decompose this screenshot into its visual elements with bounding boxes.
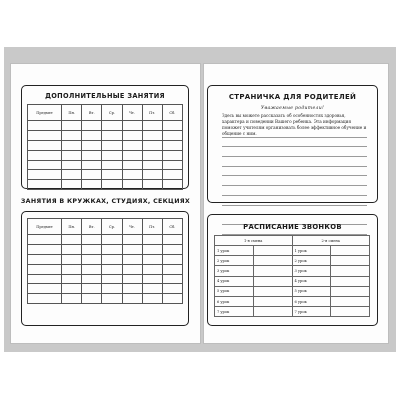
clubs-cell: [82, 294, 102, 304]
extra-classes-cell: [62, 160, 82, 170]
clubs-column-header: Ср.: [102, 219, 122, 235]
bell-schedule-table: [214, 235, 370, 317]
clubs-cell: [162, 235, 182, 245]
clubs-cell: [162, 294, 182, 304]
extra-classes-cell: [142, 180, 162, 190]
bell-row: [215, 256, 370, 266]
extra-classes-row: [28, 160, 183, 170]
lesson-label: 1 урок: [215, 246, 254, 256]
clubs-cell: [102, 294, 122, 304]
clubs-cell: [28, 274, 62, 284]
clubs-cell: [162, 254, 182, 264]
extra-classes-header-row: [28, 105, 183, 121]
extra-classes-row: [28, 170, 183, 180]
lesson-time-cell: [331, 296, 370, 306]
clubs-row: [28, 235, 183, 245]
lesson-time-cell: [331, 256, 370, 266]
clubs-row: [28, 244, 183, 254]
clubs-row: [28, 294, 183, 304]
clubs-cell: [162, 264, 182, 274]
clubs-cell: [28, 284, 62, 294]
clubs-cell: [102, 274, 122, 284]
clubs-cell: [142, 274, 162, 284]
extra-classes-column-header: Предмет: [28, 105, 62, 121]
extra-classes-frame: [21, 85, 189, 189]
clubs-cell: [122, 254, 142, 264]
clubs-cell: [162, 284, 182, 294]
clubs-cell: [122, 244, 142, 254]
writing-line: [222, 147, 367, 157]
writing-line: [222, 196, 367, 206]
writing-line: [222, 128, 367, 138]
clubs-frame: [21, 211, 189, 326]
extra-classes-cell: [82, 180, 102, 190]
extra-classes-cell: [28, 170, 62, 180]
extra-classes-cell: [82, 150, 102, 160]
clubs-cell: [82, 264, 102, 274]
clubs-cell: [122, 274, 142, 284]
clubs-cell: [142, 264, 162, 274]
shift-header: 1-я смена: [215, 236, 293, 246]
clubs-cell: [82, 254, 102, 264]
bells-frame: [207, 214, 378, 326]
extra-classes-cell: [102, 160, 122, 170]
writing-line: [222, 167, 367, 177]
parents-text: Здесь вы можете рассказать об особенностях здоровья, характера и поведении Вашего ребенка. Эта информация поможет учителям организовать более эффективное обучение и общение с ним.: [222, 113, 367, 136]
extra-classes-row: [28, 150, 183, 160]
lesson-label: 3 урок: [292, 266, 331, 276]
extra-classes-cell: [162, 180, 182, 190]
clubs-column-header: Сб.: [162, 219, 182, 235]
extra-classes-cell: [162, 150, 182, 160]
clubs-cell: [162, 274, 182, 284]
extra-classes-row: [28, 130, 183, 140]
clubs-column-header: Пт.: [142, 219, 162, 235]
writing-line: [222, 186, 367, 196]
clubs-cell: [82, 235, 102, 245]
clubs-cell: [62, 235, 82, 245]
clubs-cell: [28, 244, 62, 254]
clubs-cell: [62, 254, 82, 264]
extra-classes-cell: [142, 170, 162, 180]
right-page: [203, 63, 389, 344]
extra-classes-column-header: Пн.: [62, 105, 82, 121]
writing-line: [222, 138, 367, 148]
clubs-column-header: Предмет: [28, 219, 62, 235]
clubs-cell: [142, 244, 162, 254]
extra-classes-cell: [142, 121, 162, 131]
lesson-label: 2 урок: [292, 256, 331, 266]
clubs-cell: [82, 274, 102, 284]
clubs-cell: [122, 264, 142, 274]
extra-classes-cell: [62, 170, 82, 180]
clubs-title: ЗАНЯТИЯ В КРУЖКАХ, СТУДИЯХ, СЕКЦИЯХ: [20, 198, 191, 205]
clubs-cell: [28, 264, 62, 274]
clubs-cell: [28, 294, 62, 304]
clubs-row: [28, 264, 183, 274]
extra-classes-cell: [162, 140, 182, 150]
lesson-time-cell: [331, 266, 370, 276]
clubs-table: [27, 218, 183, 304]
extra-classes-cell: [162, 121, 182, 131]
lesson-time-cell: [331, 246, 370, 256]
clubs-column-header: Чт.: [122, 219, 142, 235]
extra-classes-cell: [122, 170, 142, 180]
bell-row: [215, 296, 370, 306]
clubs-cell: [62, 284, 82, 294]
extra-classes-cell: [82, 130, 102, 140]
extra-classes-cell: [82, 160, 102, 170]
clubs-cell: [122, 294, 142, 304]
bell-row: [215, 307, 370, 317]
lesson-time-cell: [253, 286, 292, 296]
extra-classes-cell: [162, 160, 182, 170]
parents-frame: [207, 85, 378, 203]
extra-classes-row: [28, 121, 183, 131]
extra-classes-cell: [28, 150, 62, 160]
extra-classes-cell: [122, 150, 142, 160]
lesson-label: 6 урок: [215, 296, 254, 306]
clubs-cell: [102, 284, 122, 294]
extra-classes-cell: [62, 130, 82, 140]
extra-classes-cell: [142, 160, 162, 170]
extra-classes-cell: [28, 130, 62, 140]
bells-header-row: [215, 236, 370, 246]
bell-row: [215, 246, 370, 256]
extra-classes-cell: [122, 180, 142, 190]
lesson-label: 5 урок: [292, 286, 331, 296]
clubs-cell: [142, 294, 162, 304]
extra-classes-cell: [62, 180, 82, 190]
extra-classes-cell: [82, 140, 102, 150]
clubs-row: [28, 274, 183, 284]
bell-row: [215, 266, 370, 276]
clubs-cell: [28, 235, 62, 245]
extra-classes-cell: [82, 170, 102, 180]
lesson-time-cell: [253, 266, 292, 276]
lesson-label: 2 урок: [215, 256, 254, 266]
clubs-cell: [102, 254, 122, 264]
extra-classes-cell: [162, 170, 182, 180]
left-page: [10, 63, 201, 344]
extra-classes-cell: [142, 130, 162, 140]
extra-classes-cell: [28, 160, 62, 170]
extra-classes-cell: [62, 121, 82, 131]
lesson-time-cell: [253, 307, 292, 317]
lesson-time-cell: [331, 276, 370, 286]
writing-line: [222, 157, 367, 167]
extra-classes-cell: [122, 130, 142, 140]
extra-classes-cell: [102, 140, 122, 150]
extra-classes-cell: [102, 130, 122, 140]
extra-classes-cell: [102, 150, 122, 160]
clubs-cell: [102, 264, 122, 274]
clubs-cell: [122, 284, 142, 294]
extra-classes-column-header: Чт.: [122, 105, 142, 121]
lesson-label: 7 урок: [215, 307, 254, 317]
extra-classes-cell: [28, 140, 62, 150]
clubs-cell: [62, 244, 82, 254]
clubs-column-header: Пн.: [62, 219, 82, 235]
clubs-cell: [62, 264, 82, 274]
lesson-time-cell: [253, 246, 292, 256]
bell-row: [215, 286, 370, 296]
clubs-column-header: Вт.: [82, 219, 102, 235]
clubs-cell: [162, 244, 182, 254]
clubs-cell: [142, 284, 162, 294]
lesson-label: 6 урок: [292, 296, 331, 306]
extra-classes-cell: [102, 121, 122, 131]
extra-classes-cell: [122, 121, 142, 131]
clubs-cell: [62, 274, 82, 284]
clubs-cell: [28, 254, 62, 264]
clubs-cell: [82, 284, 102, 294]
shift-header: 2-я смена: [292, 236, 370, 246]
lesson-time-cell: [253, 256, 292, 266]
lesson-time-cell: [331, 286, 370, 296]
extra-classes-column-header: Сб.: [162, 105, 182, 121]
extra-classes-cell: [28, 121, 62, 131]
extra-classes-cell: [62, 150, 82, 160]
clubs-cell: [102, 235, 122, 245]
lesson-label: 4 урок: [215, 276, 254, 286]
extra-classes-title: ДОПОЛНИТЕЛЬНЫЕ ЗАНЯТИЯ: [45, 92, 165, 100]
lesson-time-cell: [253, 276, 292, 286]
extra-classes-cell: [162, 130, 182, 140]
clubs-cell: [102, 244, 122, 254]
extra-classes-cell: [122, 140, 142, 150]
extra-classes-row: [28, 140, 183, 150]
extra-classes-column-header: Вт.: [82, 105, 102, 121]
bells-title: РАСПИСАНИЕ ЗВОНКОВ: [243, 223, 342, 231]
extra-classes-cell: [102, 170, 122, 180]
lesson-label: 5 урок: [215, 286, 254, 296]
parents-title: СТРАНИЧКА ДЛЯ РОДИТЕЛЕЙ: [228, 93, 357, 101]
extra-classes-cell: [102, 180, 122, 190]
clubs-cell: [82, 244, 102, 254]
clubs-cell: [122, 235, 142, 245]
lesson-label: 7 урок: [292, 307, 331, 317]
clubs-cell: [142, 235, 162, 245]
writing-line: [222, 176, 367, 186]
bell-row: [215, 276, 370, 286]
extra-classes-row: [28, 180, 183, 190]
extra-classes-cell: [82, 121, 102, 131]
clubs-row: [28, 254, 183, 264]
clubs-row: [28, 284, 183, 294]
lesson-time-cell: [253, 296, 292, 306]
extra-classes-column-header: Ср.: [102, 105, 122, 121]
clubs-cell: [142, 254, 162, 264]
clubs-header-row: [28, 219, 183, 235]
extra-classes-cell: [28, 180, 62, 190]
extra-classes-cell: [142, 140, 162, 150]
extra-classes-column-header: Пт.: [142, 105, 162, 121]
parents-greeting: Уважаемые родители!: [260, 106, 325, 111]
lesson-time-cell: [331, 307, 370, 317]
clubs-cell: [62, 294, 82, 304]
extra-classes-table: [27, 104, 183, 190]
lesson-label: 4 урок: [292, 276, 331, 286]
extra-classes-cell: [142, 150, 162, 160]
lesson-label: 1 урок: [292, 246, 331, 256]
extra-classes-cell: [122, 160, 142, 170]
lesson-label: 3 урок: [215, 266, 254, 276]
extra-classes-cell: [62, 140, 82, 150]
